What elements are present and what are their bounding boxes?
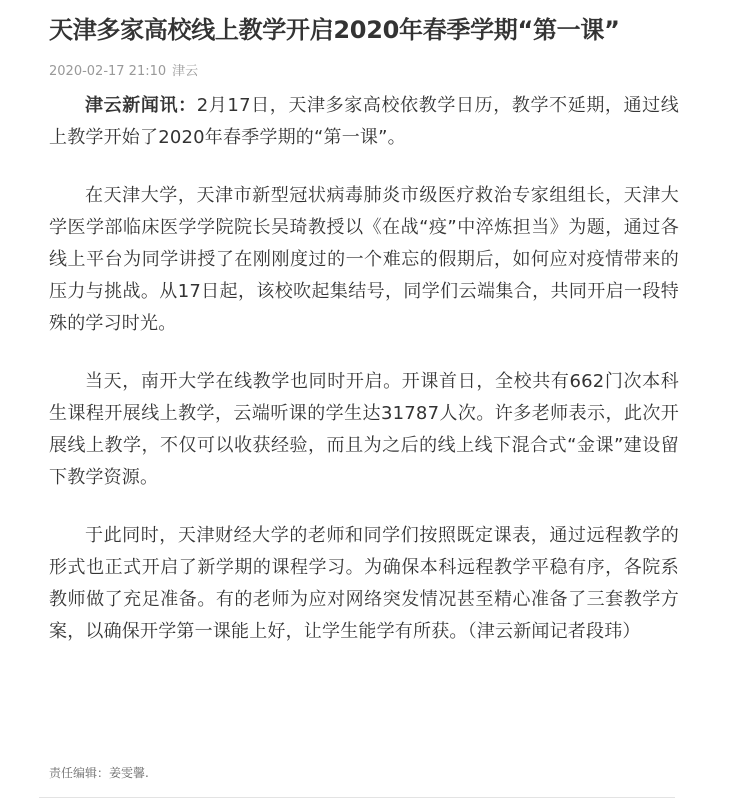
paragraph-text: 2月17日，天津多家高校依教学日历，教学不延期，通过线上教学开始了2020年春季学期的“第一课”。 bbox=[49, 95, 679, 148]
article bbox=[49, 0, 679, 674]
article-title: 天津多家高校线上教学开启2020年春季学期“第一课” bbox=[49, 16, 620, 44]
paragraph-2 bbox=[49, 180, 679, 340]
paragraph-4 bbox=[49, 520, 679, 648]
article-meta bbox=[49, 62, 679, 82]
paragraph-text: 在天津大学，天津市新型冠状病毒肺炎市级医疗救治专家组组长，天津大学医学部临床医学学院院长吴琦教授以《在战“疫”中淬炼担当》为题，通过各线上平台为同学讲授了在刚刚度过的一个难忘的假期后，如何应对疫情带来的压力与挑战。从17日起，该校吹起集结号，同学们云端集合，共同开启一段特殊的学习时光。 bbox=[49, 185, 679, 334]
paragraph-text: 当天，南开大学在线教学也同时开启。开课首日，全校共有662门次本科生课程开展线上教学，云端听课的学生达31787人次。许多老师表示，此次开展线上教学，不仅可以收获经验，而且为之后的线上线下混合式“金课”建设留下教学资源。 bbox=[49, 371, 679, 488]
footer-divider bbox=[39, 797, 675, 798]
paragraph-1 bbox=[49, 90, 679, 154]
paragraph-3 bbox=[49, 366, 679, 494]
dateline-lead: 津云新闻讯： bbox=[85, 95, 197, 116]
article-body bbox=[49, 90, 679, 648]
publish-datetime: 2020-02-17 21:10 bbox=[49, 64, 167, 79]
source-link[interactable]: 津云 bbox=[172, 64, 199, 79]
paragraph-text: 于此同时，天津财经大学的老师和同学们按照既定课表，通过远程教学的形式也正式开启了新学期的课程学习。为确保本科远程教学平稳有序，各院系教师做了充足准备。有的老师为应对网络突发情况甚至精心准备了三套教学方案，以确保开学第一课能上好，让学生能学有所获。（津云新闻记者段玮） bbox=[49, 525, 679, 642]
responsible-editor: 责任编辑：姜雯馨. bbox=[49, 766, 149, 780]
